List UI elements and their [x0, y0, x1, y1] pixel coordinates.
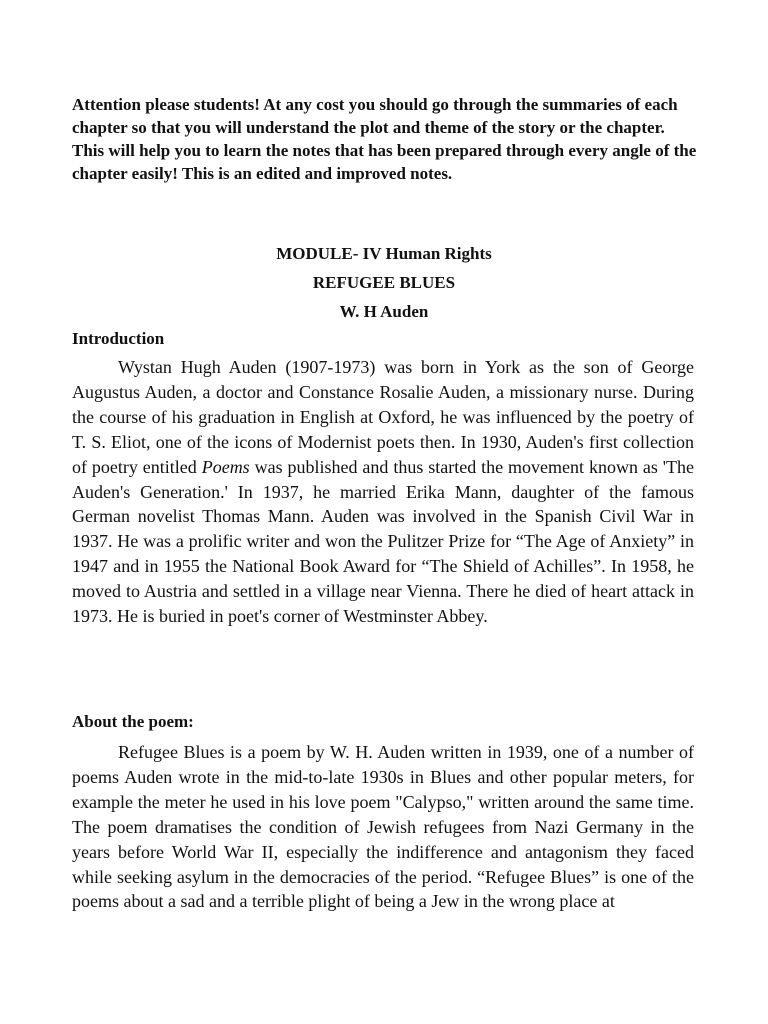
poem-author: W. H Auden [339, 302, 429, 321]
introduction-text-part1: Wystan Hugh Auden (1907-1973) was born in York as the son of George Augustus Auden, a doctor and Constance Rosalie Auden, a missionary nurse. During the course of his graduation in English at Oxford, he was influenced by the poetry of T. S. Eliot, one of the icons of Modernist poets then. In 1930, Auden's first collection of poetry entitled [72, 357, 694, 477]
introduction-paragraph [72, 355, 694, 629]
introduction-heading: Introduction [72, 329, 165, 348]
student-notice: Attention please students! At any cost you should go through the summaries of each chapter so that you will understand the plot and theme of the story or the chapter. This will help you to learn the notes that has been prepared through every angle of the chapter easily! This is an edited and improved notes. [72, 95, 697, 183]
module-heading: MODULE- IV Human Rights [276, 244, 492, 263]
about-poem-heading: About the poem: [72, 712, 194, 731]
poem-title: REFUGEE BLUES [312, 273, 456, 292]
introduction-book-title: Poems [201, 456, 250, 477]
introduction-text-part2: was published and thus started the movement known as 'The Auden's Generation.' In 1937, he married Erika Mann, daughter of the famous German novelist Thomas Mann. Auden was involved in the Spanish Civil War in 1937. He was a prolific writer and won the Pulitzer Prize for “The Age of Anxiety” in 1947 and in 1955 the National Book Award for “The Shield of Achilles”. In 1958, he moved to Austria and settled in a village near Vienna. There he died of heart attack in 1973. He is buried in poet's corner of Westminster Abbey. [72, 456, 694, 627]
about-poem-paragraph: Refugee Blues is a poem by W. H. Auden written in 1939, one of a number of poems Auden wrote in the mid-to-late 1930s in Blues and other popular meters, for example the meter he used in his love poem "Calypso," written around the same time. The poem dramatises the condition of Jewish refugees from Nazi Germany in the years before World War II, especially the indifference and antagonism they faced while seeking asylum in the democracies of the period. “Refugee Blues” is one of the poems about a sad and a terrible plight of being a Jew in the wrong place at [72, 742, 694, 912]
